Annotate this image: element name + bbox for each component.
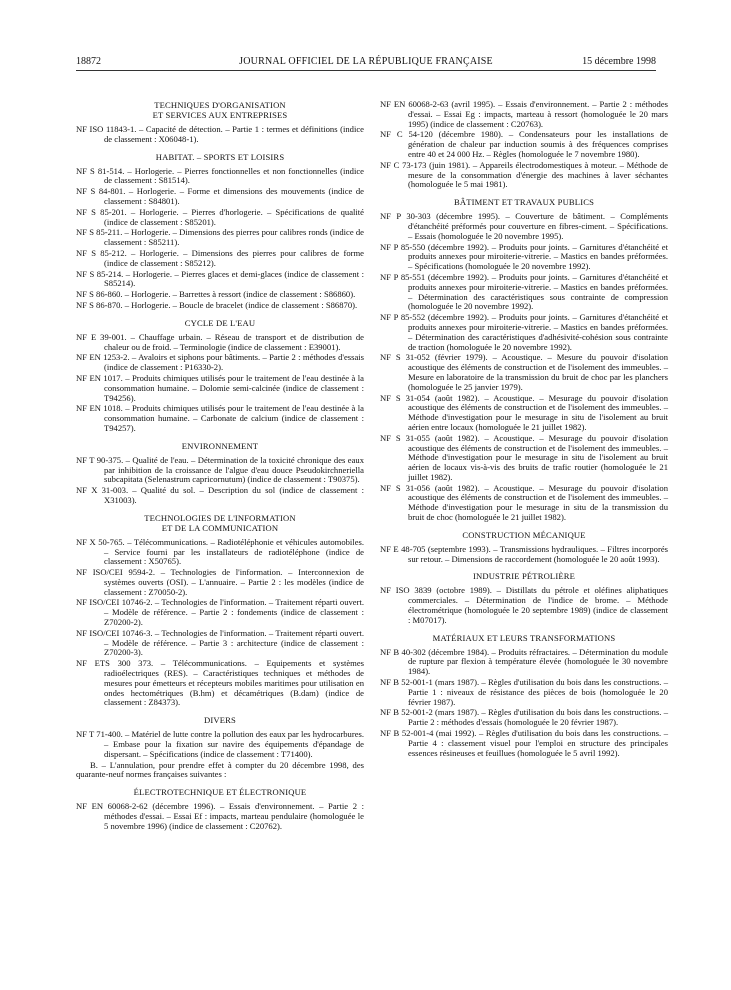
standard-entry: NF X 31-003. – Qualité du sol. – Description du sol (indice de classement : X31003).	[76, 485, 364, 505]
standard-entry: NF S 85-214. – Horlogerie. – Pierres glaces et demi-glaces (indice de classement : S85214).	[76, 268, 364, 289]
left-column	[76, 100, 364, 833]
standard-entry: NF ISO/CEI 10746-3. – Technologies de l'information. – Traitement réparti ouvert. – Modèle de référence. – Partie 3 : architecture (indice de classement : Z70200-3).	[76, 627, 364, 658]
standard-entry: NF C 73-173 (juin 1981). – Appareils électrodomestiques à moteur. – Méthode de mesure de la consommation d'énergie des machines à laver séchantes (homologuée le 5 mai 1981).	[380, 159, 668, 190]
section-heading-line: ÉLECTROTECHNIQUE ET ÉLECTRONIQUE	[133, 787, 307, 798]
standard-entry: NF S 85-212. – Horlogerie. – Dimensions des pierres pour calibres de forme (indice de classement : S85212).	[76, 247, 364, 268]
standard-entry: NF S 86-860. – Horlogerie. – Barrettes à ressort (indice de classement : S86860).	[76, 289, 356, 300]
standard-entry: NF S 31-054 (août 1982). – Acoustique. – Mesurage du pouvoir d'isolation acoustique des éléments de construction et de l'isolement des immeubles. – Méthode d'investigation pour le mesurage in situ de l'isolement au bruit aérien entre locaux (homologuée le 21 juillet 1982).	[380, 392, 668, 432]
standard-entry: NF T 90-375. – Qualité de l'eau. – Détermination de la toxicité chronique des eaux par inhibition de la croissance de l'algue d'eau douce Pseudokirchneriella subcapitata (Selenastrum capricornutum) (indice de classement : T90375).	[76, 454, 364, 485]
standard-entry: NF T 71-400. – Matériel de lutte contre la pollution des eaux par les hydrocarbures. – Embase pour la fixation sur navire des équipements d'épandage de dispersant. – Spécifications (indice de classement : T71400).	[76, 729, 364, 759]
standard-entry: NF P 85-551 (décembre 1992). – Produits pour joints. – Garnitures d'étanchéité et produits annexes pour miroiterie-vitrerie. – Mastics en bandes préformées. – Détermination des caractéristiques sous contrainte de compression (homologuée le 20 novembre 1992).	[380, 271, 668, 312]
section-heading-line: INDUSTRIE PÉTROLIÈRE	[472, 571, 576, 582]
section-heading-line: MATÉRIAUX ET LEURS TRANSFORMATIONS	[432, 632, 616, 643]
standard-entry: NF B 52-001-4 (mai 1992). – Règles d'utilisation du bois dans les constructions. – Partie 4 : classement visuel pour l'emploi en structure des principales essences résineuses et feuillues (homologuée le 5 avril 1992).	[380, 728, 668, 758]
standard-entry: NF P 85-550 (décembre 1992). – Produits pour joints. – Garnitures d'étanchéité et produits annexes pour miroiterie-vitrerie. – Mastics en bandes préformées. – Spécifications (homologuée le 20 novembre 1992).	[380, 241, 668, 272]
standard-entry: NF S 31-055 (août 1982). – Acoustique. – Mesurage du pouvoir d'isolation acoustique des éléments de construction et de l'isolement des immeubles. – Méthode d'investigation pour le mesurage in situ de l'isolement au bruit aérien de locaux vis-à-vis des bruits de trafic routier (homologuée le 21 juillet 1982).	[380, 432, 668, 482]
section-heading-line: CONSTRUCTION MÉCANIQUE	[462, 529, 586, 540]
standard-entry: NF S 85-211. – Horlogerie. – Dimensions des pierres pour calibres ronds (indice de classement : S85211).	[76, 227, 364, 248]
section-heading-line: CYCLE DE L'EAU	[184, 317, 256, 328]
right-column	[380, 100, 668, 759]
standard-entry: NF X 50-765. – Télécommunications. – Radiotéléphonie et véhicules automobiles. – Service fourni par les installateurs de radiotéléphone (indice de classement : X50765).	[76, 536, 364, 567]
section-heading-habitat-sports-et-loisirs	[76, 152, 364, 162]
standard-entry: NF S 86-870. – Horlogerie. – Boucle de bracelet (indice de classement : S86870).	[76, 299, 358, 310]
section-heading-line: TECHNIQUES D'ORGANISATION	[154, 100, 286, 110]
standard-entry: NF EN 60068-2-62 (décembre 1996). – Essais d'environnement. – Partie 2 : méthodes d'essai. – Essai Ef : impacts, marteau pendulaire (homologuée le 5 novembre 1996) (indice de classement : C20762).	[76, 801, 364, 831]
standard-entry: NF S 31-052 (février 1979). – Acoustique. – Mesure du pouvoir d'isolation acoustique des éléments de construction et de l'isolement des immeubles. – Mesure en laboratoire de la transmission du bruit de choc par les planchers (homologuée le 25 janvier 1979).	[380, 352, 668, 392]
standard-entry: NF E 48-705 (septembre 1993). – Transmissions hydrauliques. – Filtres incorporés sur retour. – Dimensions de raccordement (homologuée le 20 août 1993).	[380, 543, 668, 564]
standard-entry: NF B 40-302 (décembre 1984). – Produits réfractaires. – Détermination du module de rupture par flexion à température élevée (homologuée le 30 novembre 1984).	[380, 646, 668, 677]
standard-entry: NF ETS 300 373. – Télécommunications. – Equipements et systèmes radioélectriques (RES). – Caractéristiques techniques et méthodes de mesures pour émetteurs et récepteurs mobiles maritimes pour utilisation en ondes hectométriques (B.hm) et décamétriques (B.dam) (indice de classement : Z84373).	[76, 658, 364, 708]
standard-entry: NF ISO/CEI 10746-2. – Technologies de l'information. – Traitement réparti ouvert. – Modèle de référence. – Partie 2 : fondements (indice de classement : Z70200-2).	[76, 597, 364, 628]
standard-entry: NF E 39-001. – Chauffage urbain. – Réseau de transport et de distribution de chaleur ou de froid. – Terminologie (indice de classement : E39001).	[76, 331, 364, 352]
section-heading-technologies-de-l-information-et-de-la-communication	[76, 513, 364, 533]
standard-entry: NF C 54-120 (décembre 1980). – Condensateurs pour les installations de génération de chaleur par induction soumis à des fréquences comprises entre 40 et 24 000 Hz. – Règles (homologuée le 7 novembre 1980).	[380, 129, 668, 159]
journal-title: JOURNAL OFFICIEL DE LA RÉPUBLIQUE FRANÇAISE	[239, 56, 493, 67]
section-heading-line: ET SERVICES AUX ENTREPRISES	[152, 110, 288, 120]
section-heading-batiment-et-travaux-publics	[380, 197, 668, 207]
section-heading-cycle-de-l-eau	[76, 318, 364, 328]
standard-entry: NF B 52-001-1 (mars 1987). – Règles d'utilisation du bois dans les constructions. – Partie 1 : niveaux de résistance des pièces de bois (homologuée le 20 février 1987).	[380, 677, 668, 707]
standard-entry: NF S 81-514. – Horlogerie. – Pierres fonctionnelles et non fonctionnelles (indice de classement : S81514).	[76, 165, 364, 186]
section-heading-materiaux-et-leurs-transformations	[380, 633, 668, 643]
section-heading-electrotechnique-et-electronique	[76, 787, 364, 797]
issue-date: 15 décembre 1998	[582, 56, 656, 67]
standard-entry: NF S 85-201. – Horlogerie. – Pierres d'horlogerie. – Spécifications de qualité (indice de classement : S85201).	[76, 206, 364, 227]
section-heading-line: ENVIRONNEMENT	[181, 440, 259, 451]
standard-entry: NF P 30-303 (décembre 1995). – Couverture de bâtiment. – Compléments d'étanchéité préformés pour couverture en fibres-ciment. – Spécifications. – Essais (homologuée le 20 novembre 1995).	[380, 211, 668, 241]
standard-entry: NF ISO/CEI 9594-2. – Technologies de l'information. – Interconnexion de systèmes ouverts (OSI). – L'annuaire. – Partie 2 : les modèles (indice de classement : Z70050-2).	[76, 567, 364, 597]
standard-entry: NF B 52-001-2 (mars 1987). – Règles d'utilisation du bois dans les constructions. – Partie 2 : méthodes d'essais (homologuée le 20 février 1987).	[380, 707, 668, 728]
section-heading-industrie-petroliere	[380, 571, 668, 581]
standard-entry: NF P 85-552 (décembre 1992). – Produits pour joints. – Garnitures d'étanchéité et produits annexes pour miroiterie-vitrerie. – Mastics en bandes préformées. – Détermination des caractéristiques d'adhésivité-cohésion sous contrainte de traction (homologuée le 20 novembre 1992).	[380, 312, 668, 352]
standard-entry: NF ISO 3839 (octobre 1989). – Distillats du pétrole et oléfines aliphatiques commerciales. – Détermination de l'indice de brome. – Méthode électrométrique (homologuée le 20 septembre 1989) (indice de classement : M07017).	[380, 585, 668, 625]
standard-entry: NF ISO 11843-1. – Capacité de détection. – Partie 1 : termes et définitions (indice de classement : X06048-1).	[76, 124, 364, 144]
section-heading-line: DIVERS	[204, 715, 236, 726]
section-heading-construction-mecanique	[380, 530, 668, 540]
standard-entry: NF EN 60068-2-63 (avril 1995). – Essais d'environnement. – Partie 2 : méthodes d'essai. – Essai Eg : impacts, marteau à ressort (homologuée le 20 mars 1995) (indice de classement : C20763).	[380, 99, 668, 129]
annulation-note: B. – L'annulation, pour prendre effet à compter du 20 décembre 1998, des quarante-neuf normes françaises suivantes :	[76, 759, 364, 780]
section-heading-line: ET DE LA COMMUNICATION	[161, 522, 279, 533]
section-heading-line: TECHNOLOGIES DE L'INFORMATION	[144, 512, 296, 523]
section-heading-environnement	[76, 441, 364, 451]
page-number: 18872	[76, 56, 101, 67]
standard-entry: NF EN 1017. – Produits chimiques utilisés pour le traitement de l'eau destinée à la consommation humaine. – Dolomie semi-calcinée (indice de classement : T94256).	[76, 372, 364, 403]
standard-entry: NF EN 1018. – Produits chimiques utilisés pour le traitement de l'eau destinée à la consommation humaine. – Carbonate de calcium (indice de classement : T94257).	[76, 403, 364, 433]
section-heading-line: HABITAT. – SPORTS ET LOISIRS	[155, 151, 285, 162]
standard-entry: NF EN 1253-2. – Avaloirs et siphons pour bâtiments. – Partie 2 : méthodes d'essais (indice de classement : P16330-2).	[76, 352, 364, 373]
standard-entry: NF S 31-056 (août 1982). – Acoustique. – Mesurage du pouvoir d'isolation acoustique des éléments de construction et de l'isolement des immeubles. – Méthode d'investigation pour le mesurage in situ de la transmission du bruit de choc (homologuée le 21 juillet 1982).	[380, 482, 668, 523]
section-heading-line: BÂTIMENT ET TRAVAUX PUBLICS	[453, 197, 595, 208]
section-heading-divers	[76, 715, 364, 725]
section-heading-techniques-d-organisation-et-services-aux-entreprises	[76, 100, 364, 120]
header-rule	[76, 70, 656, 71]
standard-entry: NF S 84-801. – Horlogerie. – Forme et dimensions des mouvements (indice de classement : S84801).	[76, 186, 364, 206]
page-header	[76, 56, 656, 68]
